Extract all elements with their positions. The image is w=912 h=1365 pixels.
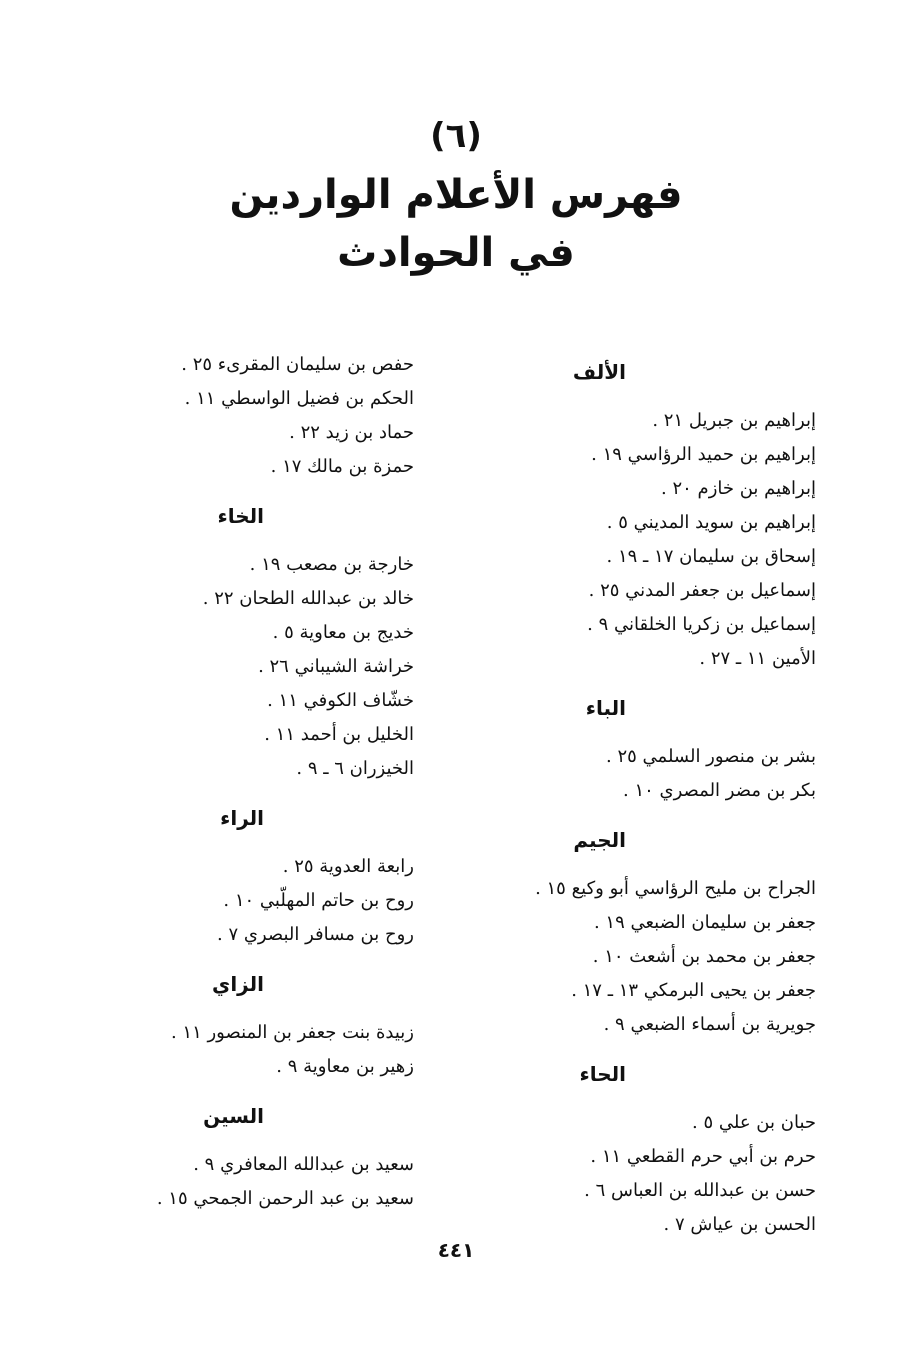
index-entry: بكر بن مضر المصري ١٠ . [623,780,816,801]
index-entry: حفص بن سليمان المقرىء ٢٥ . [181,354,414,375]
section-number: (٦) [430,116,482,156]
index-entry: إبراهيم بن جبريل ٢١ . [652,410,816,431]
letter-heading: الراء [220,806,264,830]
index-entry: إبراهيم بن سويد المديني ٥ . [606,512,816,533]
index-entry: الجراح بن مليح الرؤاسي أبو وكيع ١٥ . [535,878,816,899]
index-entry: خراشة الشيباني ٢٦ . [258,656,414,677]
letter-heading: الجيم [573,828,626,852]
letter-group-sin [54,1098,414,1216]
index-title: فهرس الأعلام الواردين [229,172,683,218]
index-entry: زبيدة بنت جعفر بن المنصور ١١ . [170,1022,414,1043]
index-entry: حرم بن أبي حرم القطعي ١١ . [590,1146,816,1167]
index-entry: خارجة بن مصعب ١٩ . [249,554,414,575]
index-subtitle: في الحوادث [337,230,575,276]
letter-group-zay [54,966,414,1084]
letter-group-jim [456,822,816,1042]
page-number: ٤٤١ [437,1238,475,1262]
letter-heading: السين [203,1104,264,1128]
index-entry: جويرية بن أسماء الضبعي ٩ . [603,1014,816,1035]
index-entry: بشر بن منصور السلمي ٢٥ . [606,746,816,767]
index-entry: خشّاف الكوفي ١١ . [267,690,414,711]
letter-group-alif [456,354,816,676]
index-entry: روح بن مسافر البصري ٧ . [217,924,414,945]
index-entry: رابعة العدوية ٢٥ . [282,856,414,877]
index-entry: روح بن حاتم المهلّبي ١٠ . [223,890,414,911]
index-entry: الخيزران ٦ ـ ٩ . [296,758,414,779]
index-entry: إسحاق بن سليمان ١٧ ـ ١٩ . [606,546,816,567]
index-entry: حمزة بن مالك ١٧ . [270,456,414,477]
letter-group-ra [54,800,414,952]
index-entry: إبراهيم بن حميد الرؤاسي ١٩ . [591,444,816,465]
index-entry: الأمين ١١ ـ ٢٧ . [699,648,816,669]
index-entry: إسماعيل بن جعفر المدني ٢٥ . [588,580,816,601]
index-entry: الحكم بن فضيل الواسطي ١١ . [184,388,414,409]
index-column-right [456,348,816,1242]
letter-heading: الألف [572,360,626,384]
letter-group-ba [456,690,816,808]
letter-group-ha [456,1056,816,1242]
index-entry: حماد بن زيد ٢٢ . [289,422,414,443]
index-entry: جعفر بن يحيى البرمكي ١٣ ـ ١٧ . [571,980,816,1001]
index-entry: زهير بن معاوية ٩ . [276,1056,414,1077]
index-entry: جعفر بن محمد بن أشعث ١٠ . [592,946,816,967]
letter-group-kha [54,498,414,786]
index-entry: إسماعيل بن زكريا الخلقاني ٩ . [587,614,816,635]
index-entry: إبراهيم بن خازم ٢٠ . [661,478,816,499]
letter-heading: الحاء [579,1062,626,1086]
index-entry: حبان بن علي ٥ . [692,1112,816,1133]
letter-heading: الباء [585,696,626,720]
index-entry: خديج بن معاوية ٥ . [272,622,414,643]
index-column-left [54,348,414,1216]
index-entry: حسن بن عبدالله بن العباس ٦ . [584,1180,816,1201]
index-entry: جعفر بن سليمان الضبعي ١٩ . [593,912,816,933]
index-entry: خالد بن عبدالله الطحان ٢٢ . [202,588,414,609]
letter-heading: الخاء [217,504,264,528]
index-entry: الخليل بن أحمد ١١ . [264,724,414,745]
index-entry: سعيد بن عبدالله المعافري ٩ . [193,1154,414,1175]
letter-group-ha-continued [54,348,414,484]
letter-heading: الزاي [212,972,264,996]
index-entry: الحسن بن عياش ٧ . [663,1214,816,1235]
index-entry: سعيد بن عبد الرحمن الجمحي ١٥ . [156,1188,414,1209]
